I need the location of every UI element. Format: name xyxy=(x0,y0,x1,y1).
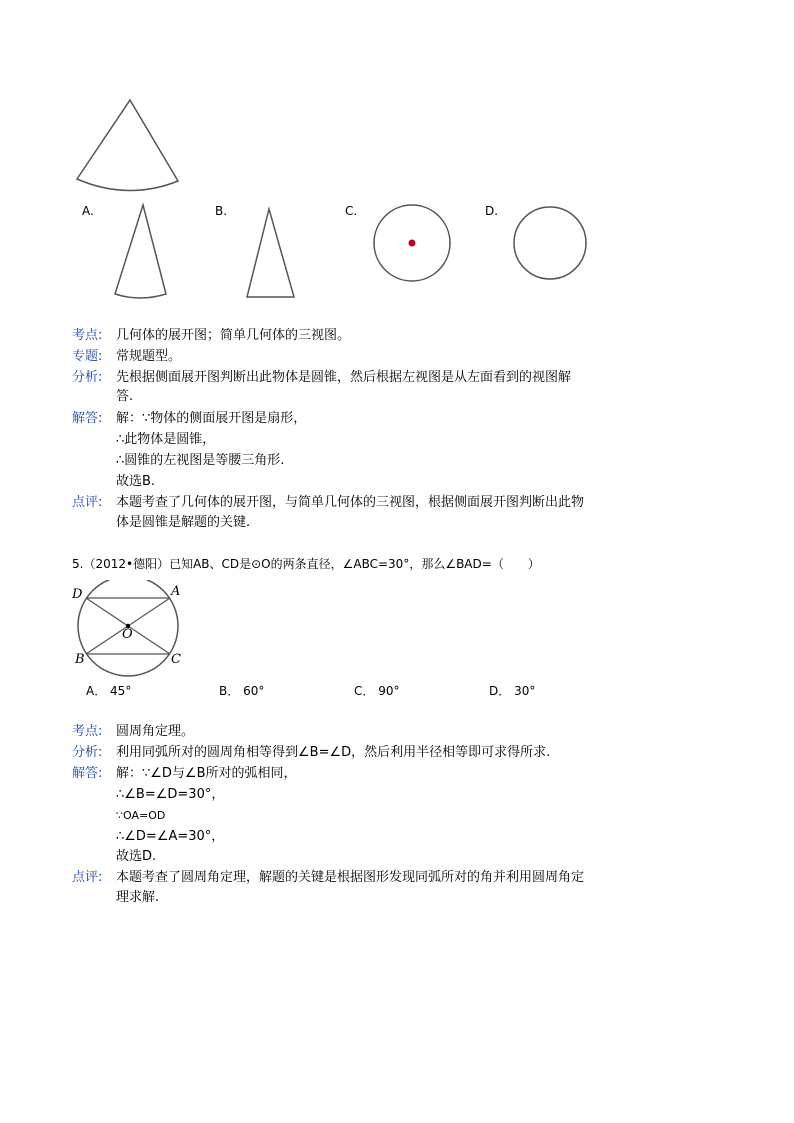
q5-option-d-letter: D． xyxy=(489,684,511,698)
q5-question: 5.（2012•德阳）已知AB、CD是⊙O的两条直径，∠ABC=30°，那么∠BAD=（ ） xyxy=(72,557,540,571)
q5-option-a xyxy=(86,682,131,699)
q5-option-b-letter: B． xyxy=(219,684,240,698)
kaodian-label: 考点: xyxy=(72,328,103,343)
q5-fenxi xyxy=(72,743,550,763)
q5-option-b-value: 60° xyxy=(243,684,265,698)
q5-option-c-letter: C． xyxy=(354,684,375,698)
q5-kaodian-text: 圆周角定理。 xyxy=(116,724,195,739)
point-d-label: D xyxy=(72,587,83,602)
dianping-label: 点评: xyxy=(72,495,103,510)
q5-dianping-line1: 本题考查了圆周角定理，解题的关键是根据图形发现同弧所对的角并利用圆周角定 xyxy=(116,870,585,885)
option-d-letter: D. xyxy=(485,204,499,218)
dianping-line2: 体是圆锥是解题的关键. xyxy=(116,515,251,530)
q5-kaodian-label: 考点: xyxy=(72,724,103,739)
q5-dianping xyxy=(72,868,584,888)
option-c-figure xyxy=(368,200,456,288)
point-o-label: O xyxy=(122,627,133,642)
sector-figure xyxy=(70,95,190,200)
q5-option-c-value: 90° xyxy=(378,684,400,698)
q5-option-d-value: 30° xyxy=(514,684,536,698)
zhuanti-label: 专题: xyxy=(72,349,103,364)
q4-zhuanti xyxy=(72,347,181,367)
q5-kaodian xyxy=(72,722,194,742)
jieda-label: 解答: xyxy=(72,411,103,426)
q5-jieda-line5: 故选D. xyxy=(116,849,157,864)
point-a-label: A xyxy=(171,584,181,599)
jieda-line2: ∴此物体是圆锥， xyxy=(116,432,216,447)
q5-option-d xyxy=(489,682,535,699)
fenxi-label: 分析: xyxy=(72,370,103,385)
fenxi-line1: 先根据侧面展开图判断出此物体是圆锥，然后根据左视图是从左面看到的视图解 xyxy=(116,370,572,385)
q4-dianping xyxy=(72,493,584,513)
option-d-figure xyxy=(508,200,596,288)
q5-jieda xyxy=(72,764,297,784)
q4-jieda xyxy=(72,409,306,429)
center-dot xyxy=(409,240,416,247)
q5-jieda-label: 解答: xyxy=(72,766,103,781)
q5-jieda-line2: ∴∠B=∠D=30°， xyxy=(116,787,225,802)
jieda-line3: ∴圆锥的左视图是等腰三角形. xyxy=(116,453,285,468)
q5-fenxi-text: 利用同弧所对的圆周角相等得到∠B=∠D，然后利用半径相等即可求得所求. xyxy=(116,745,551,760)
zhuanti-text: 常规题型。 xyxy=(116,349,182,364)
q5-option-c xyxy=(354,682,400,699)
fenxi-line2: 答. xyxy=(116,389,134,404)
q5-jieda-line1: 解：∵∠D与∠B所对的弧相同， xyxy=(116,766,297,781)
q5-option-b xyxy=(219,682,264,699)
q4-fenxi xyxy=(72,368,571,388)
dianping-line1: 本题考查了几何体的展开图，与简单几何体的三视图，根据侧面展开图判断出此物 xyxy=(116,495,585,510)
jieda-line1: 解：∵物体的侧面展开图是扇形， xyxy=(116,411,307,426)
q5-jieda-line4: ∴∠D=∠A=30°， xyxy=(116,829,225,844)
q5-dianping-line2: 理求解. xyxy=(116,890,160,905)
option-c-letter: C. xyxy=(345,204,358,218)
q5-option-a-value: 45° xyxy=(110,684,132,698)
option-a-letter: A. xyxy=(82,204,94,218)
point-c-label: C xyxy=(171,652,181,667)
q5-jieda-line3: ∵OA=OD xyxy=(116,809,166,822)
q4-kaodian xyxy=(72,326,350,346)
option-b-letter: B. xyxy=(215,204,228,218)
q5-dianping-label: 点评: xyxy=(72,870,103,885)
point-b-label: B xyxy=(75,652,85,667)
q5-option-a-letter: A． xyxy=(86,684,107,698)
q5-fenxi-label: 分析: xyxy=(72,745,103,760)
option-a-figure xyxy=(110,200,172,302)
kaodian-text: 几何体的展开图；简单几何体的三视图。 xyxy=(116,328,351,343)
option-b-figure xyxy=(240,203,302,301)
jieda-line4: 故选B. xyxy=(116,474,156,489)
